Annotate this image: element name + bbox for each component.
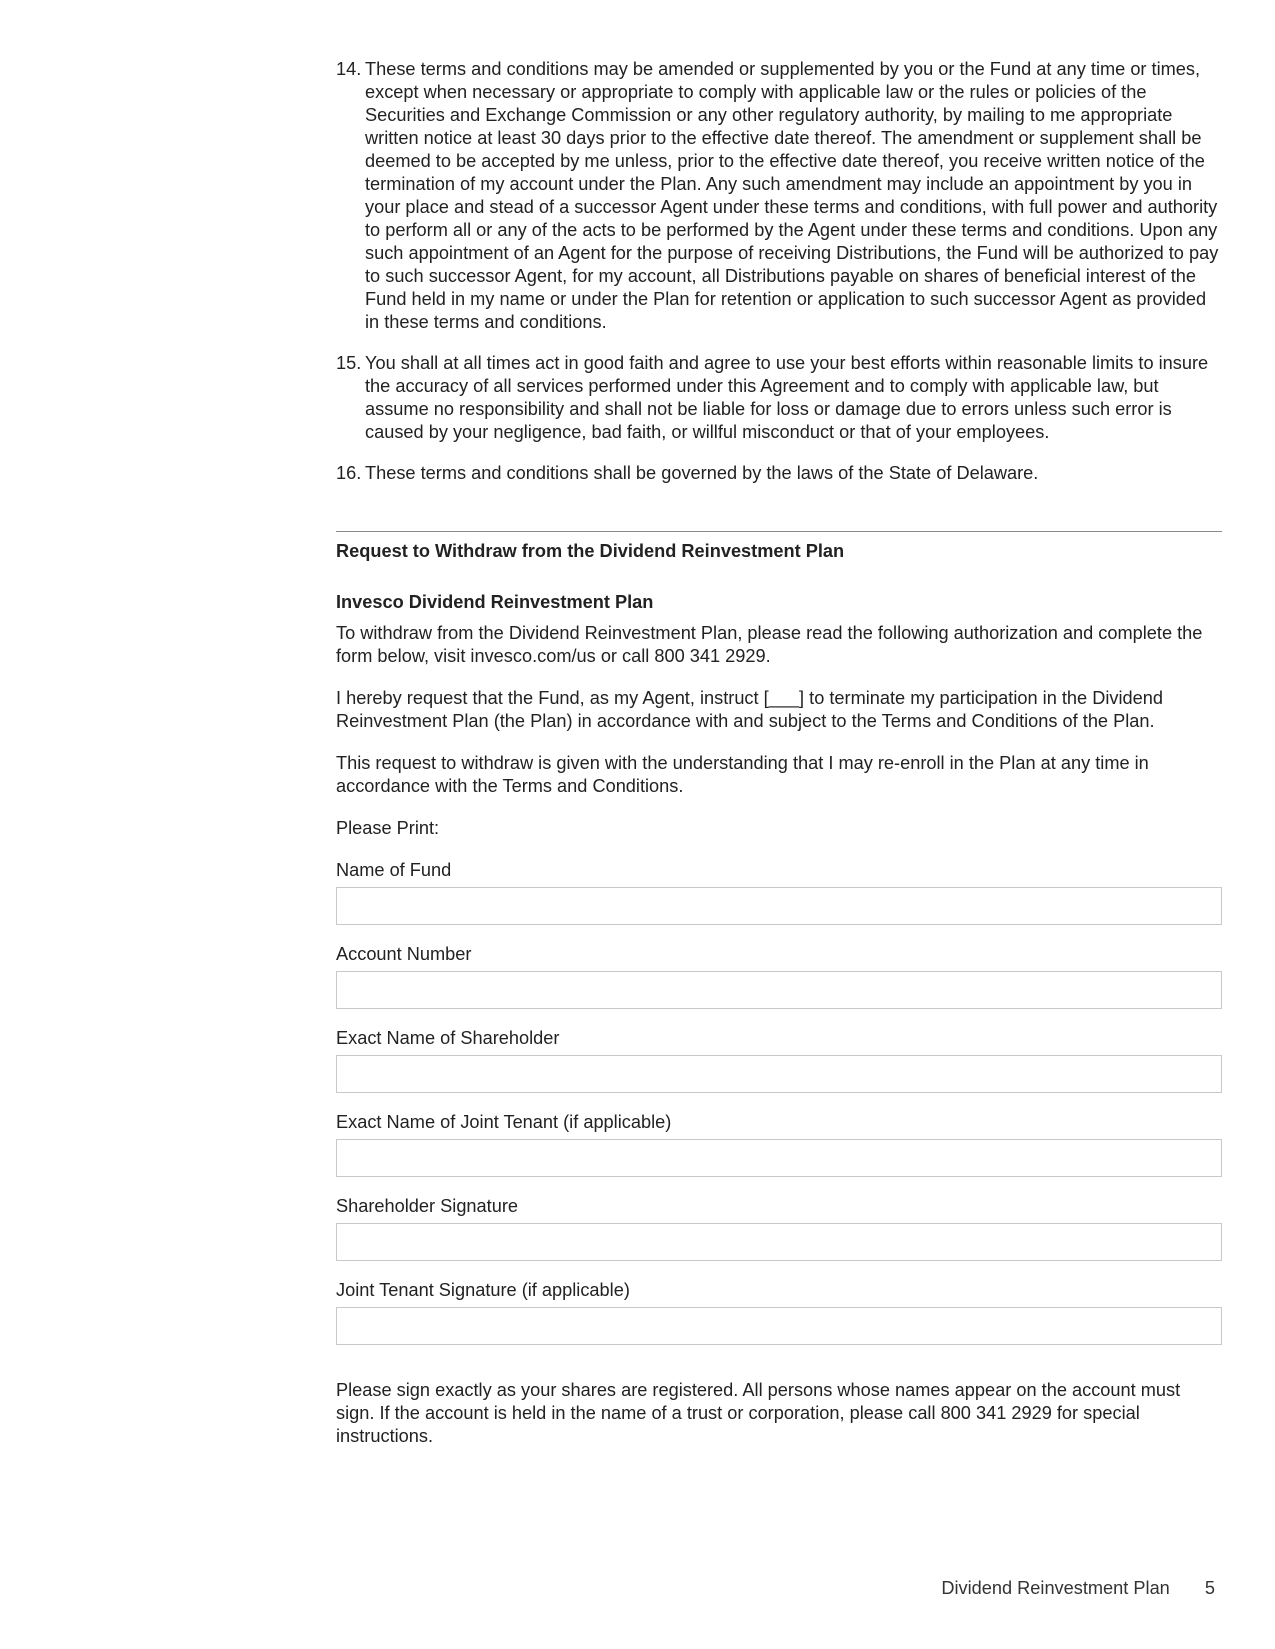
section-divider bbox=[336, 531, 1222, 532]
term-text: These terms and conditions may be amended or supplemented by you or the Fund at any time or times, except when necessary or appropriate to comply with applicable law or the rules or policies of the Securities and Exchange Commission or any other regulatory authority, by mailing to me appropriate written notice at least 30 days prior to the effective date thereof. The amendment or supplement shall be deemed to be accepted by me unless, prior to the effective date thereof, you receive written notice of the termination of my account under the Plan. Any such amendment may include an appointment by you in your place and stead of a successor Agent under these terms and conditions, with full power and authority to perform all or any of the acts to be performed by the Agent under these terms and conditions. Upon any such appointment of an Agent for the purpose of receiving Distributions, the Fund will be authorized to pay to such successor Agent, for my account, all Distributions payable on shares of beneficial interest of the Fund held in my name or under the Plan for retention or application to such successor Agent as provided in these terms and conditions. bbox=[365, 59, 1219, 332]
page-footer bbox=[941, 1577, 1215, 1600]
plan-subheading: Invesco Dividend Reinvestment Plan bbox=[336, 592, 654, 612]
signing-note: Please sign exactly as your shares are registered. All persons whose names appear on the account must sign. If the account is held in the name of a trust or corporation, please call 800 341 2929 for special instructions. bbox=[336, 1380, 1181, 1446]
term-number: 15. bbox=[336, 353, 362, 373]
term-text: These terms and conditions shall be governed by the laws of the State of Delaware. bbox=[365, 463, 1039, 483]
term-item-16 bbox=[336, 462, 1222, 485]
intro-paragraph: To withdraw from the Dividend Reinvestment Plan, please read the following authorization and complete the form below, visit invesco.com/us or call 800 341 2929. bbox=[336, 623, 1203, 666]
please-print-label: Please Print: bbox=[336, 818, 440, 838]
footer-title: Dividend Reinvestment Plan bbox=[941, 1578, 1170, 1598]
account-number-label: Account Number bbox=[336, 944, 472, 964]
shareholder-name-field[interactable] bbox=[336, 1055, 1222, 1093]
term-item-15 bbox=[336, 352, 1222, 444]
shareholder-signature-label: Shareholder Signature bbox=[336, 1196, 518, 1216]
term-number: 16. bbox=[336, 463, 362, 483]
shareholder-signature-field[interactable] bbox=[336, 1223, 1222, 1261]
understanding-paragraph: This request to withdraw is given with the understanding that I may re-enroll in the Plan at any time in accordance with the Terms and Conditions. bbox=[336, 753, 1149, 796]
withdraw-heading: Request to Withdraw from the Dividend Reinvestment Plan bbox=[336, 541, 845, 561]
term-number: 14. bbox=[336, 59, 362, 79]
fund-name-label: Name of Fund bbox=[336, 860, 452, 880]
document-body bbox=[336, 58, 1222, 1448]
terms-list bbox=[336, 58, 1222, 485]
account-number-field[interactable] bbox=[336, 971, 1222, 1009]
joint-tenant-name-label: Exact Name of Joint Tenant (if applicable) bbox=[336, 1112, 672, 1132]
fund-name-field[interactable] bbox=[336, 887, 1222, 925]
page-number: 5 bbox=[1204, 1578, 1215, 1598]
term-item-14 bbox=[336, 58, 1222, 334]
joint-tenant-signature-field[interactable] bbox=[336, 1307, 1222, 1345]
joint-tenant-signature-label: Joint Tenant Signature (if applicable) bbox=[336, 1280, 630, 1300]
request-paragraph: I hereby request that the Fund, as my Agent, instruct [___] to terminate my participation in the Dividend Reinvestment Plan (the Plan) in accordance with and subject to the Terms and Conditions of the Plan. bbox=[336, 688, 1163, 731]
term-text: You shall at all times act in good faith and agree to use your best efforts within reasonable limits to insure the accuracy of all services performed under this Agreement and to comply with applicable law, but assume no responsibility and shall not be liable for loss or damage due to errors unless such error is caused by your negligence, bad faith, or willful misconduct or that of your employees. bbox=[365, 353, 1209, 442]
joint-tenant-name-field[interactable] bbox=[336, 1139, 1222, 1177]
withdraw-form bbox=[336, 859, 1222, 1345]
shareholder-name-label: Exact Name of Shareholder bbox=[336, 1028, 560, 1048]
